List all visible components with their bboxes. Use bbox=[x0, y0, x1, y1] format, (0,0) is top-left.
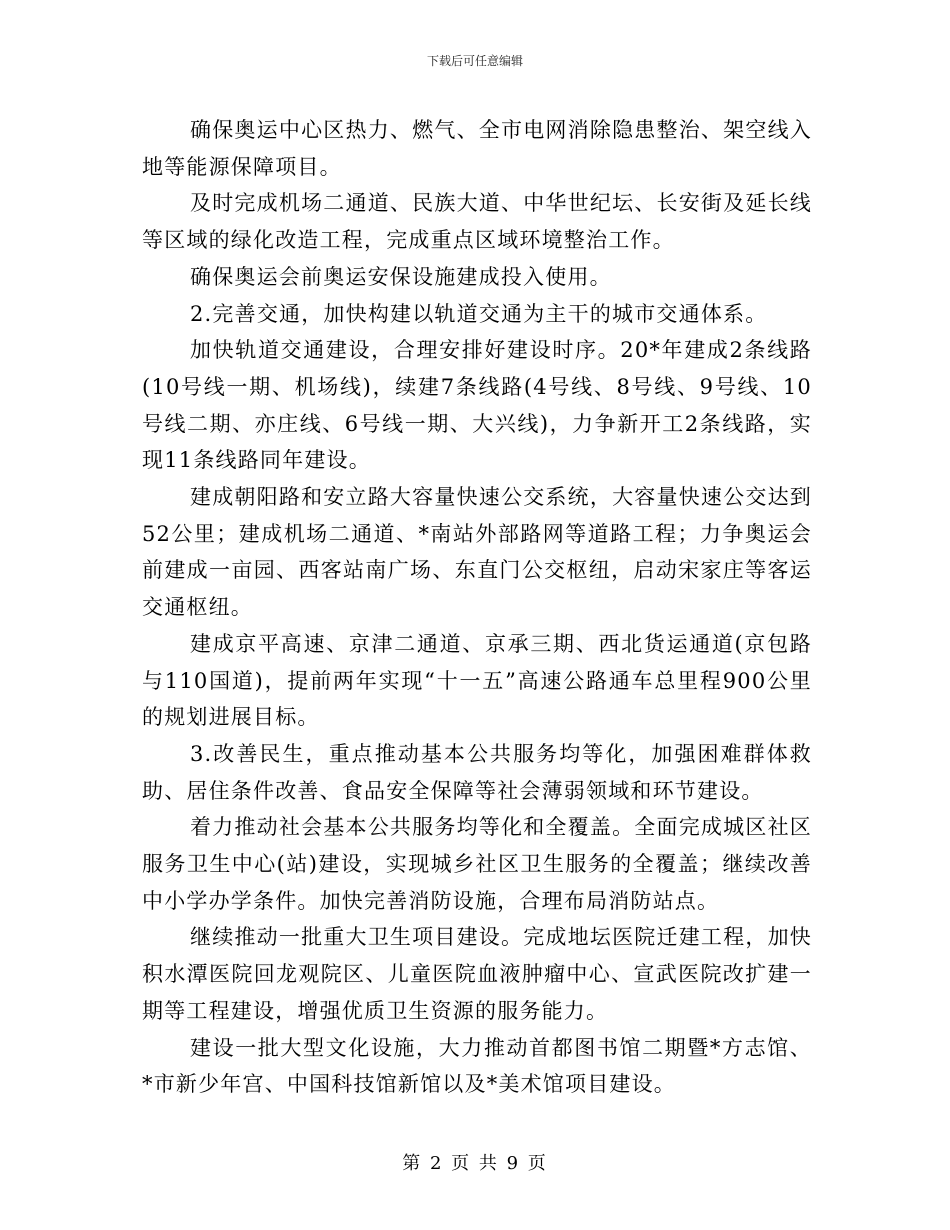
section-heading: 3.改善民生，重点推动基本公共服务均等化，加强困难群体救助、居住条件改善、食品安全保障等社会薄弱领域和环节建设。 bbox=[142, 741, 812, 803]
paragraph: 确保奥运会前奥运安保设施建成投入使用。 bbox=[190, 264, 612, 289]
page-header-note: 下载后可任意编辑 bbox=[426, 54, 523, 68]
paragraph: 确保奥运中心区热力、燃气、全市电网消除隐患整治、架空线入地等能源保障项目。 bbox=[142, 118, 812, 179]
paragraph: 建设一批大型文化设施，大力推动首都图书馆二期暨*方志馆、*市新少年宫、中国科技馆新馆以及*美术馆项目建设。 bbox=[142, 1035, 812, 1097]
section-heading: 2.完善交通，加快构建以轨道交通为主干的城市交通体系。 bbox=[190, 301, 768, 326]
document-body bbox=[142, 112, 812, 1103]
paragraph: 加快轨道交通建设，合理安排好建设时序。20*年建成2条线路(10号线一期、机场线)，续建7条线路(4号线、8号线、9号线、10号线二期、亦庄线、6号线一期、大兴线)，力争新开工2条线路，实现11条线路同年建设。 bbox=[142, 338, 812, 473]
paragraph: 继续推动一批重大卫生项目建设。完成地坛医院迁建工程，加快积水潭医院回龙观院区、儿童医院血液肿瘤中心、宣武医院改扩建一期等工程建设，增强优质卫生资源的服务能力。 bbox=[142, 925, 812, 1023]
paragraph: 建成京平高速、京津二通道、京承三期、西北货运通道(京包路与110国道)，提前两年实现“十一五”高速公路通车总里程900公里的规划进展目标。 bbox=[142, 631, 812, 730]
paragraph: 建成朝阳路和安立路大容量快速公交系统，大容量快速公交达到52公里；建成机场二通道、*南站外部路网等道路工程；力争奥运会前建成一亩园、西客站南广场、东直门公交枢纽，启动宋家庄等客运交通枢纽。 bbox=[142, 485, 812, 620]
page-number: 第 2 页 共 9 页 bbox=[402, 1153, 548, 1174]
paragraph: 着力推动社会基本公共服务均等化和全覆盖。全面完成城区社区服务卫生中心(站)建设，实现城乡社区卫生服务的全覆盖；继续改善中小学办学条件。加快完善消防设施，合理布局消防站点。 bbox=[142, 815, 812, 913]
paragraph: 及时完成机场二通道、民族大道、中华世纪坛、长安街及延长线等区域的绿化改造工程，完成重点区域环境整治工作。 bbox=[142, 191, 812, 253]
